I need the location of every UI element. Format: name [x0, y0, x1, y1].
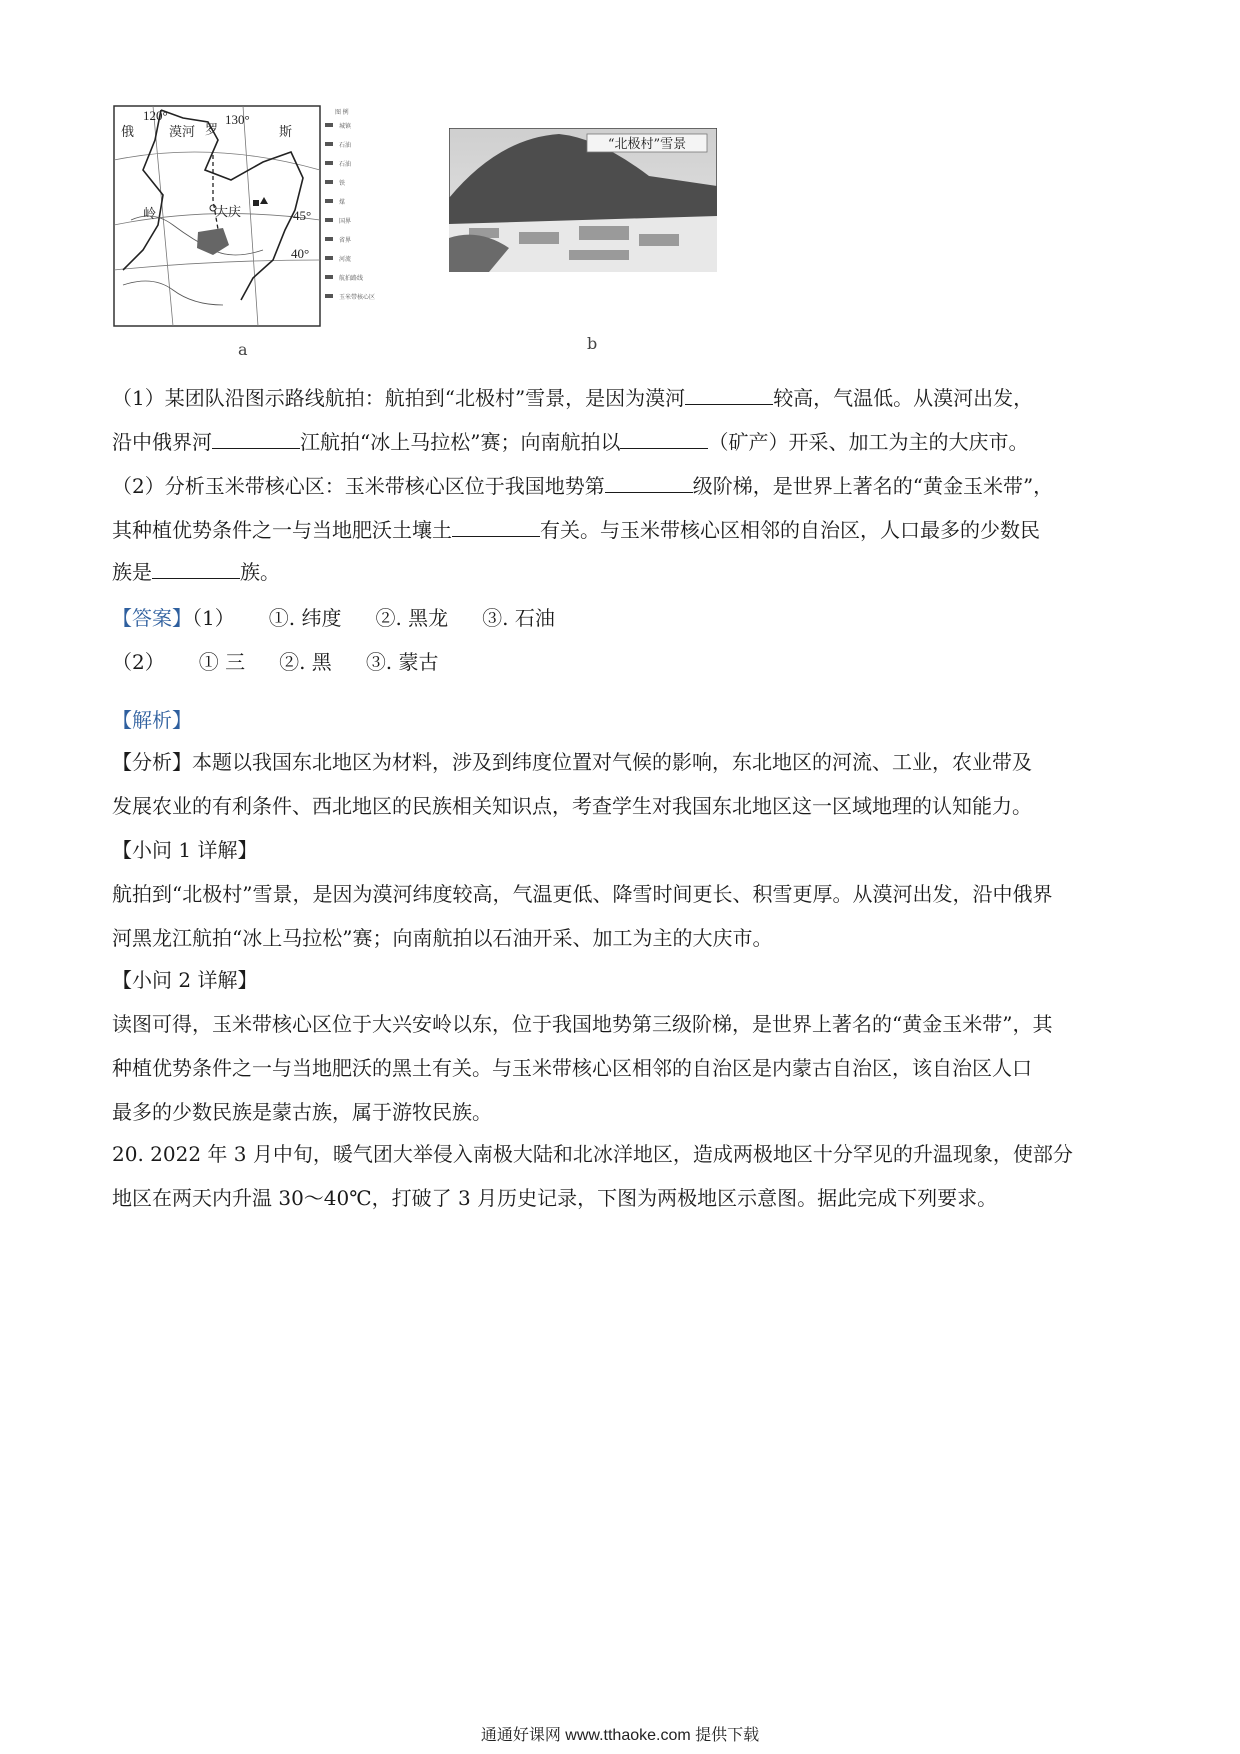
legend-symbol: [325, 275, 333, 279]
photo-title: “北极村”雪景: [607, 137, 687, 152]
legend-item-label: 石油: [339, 162, 352, 168]
sub2-line-2: 种植优势条件之一与当地肥沃的黑土有关。与玉米带核心区相邻的自治区是内蒙古自治区，该自治区人口: [112, 1056, 1032, 1080]
blank: [152, 560, 240, 579]
legend-symbol: [325, 218, 333, 222]
map-legend: [325, 122, 375, 301]
answer-row-2: （2） ① 三 ②. 黑 ③. 蒙古: [112, 650, 439, 674]
blank: [620, 430, 708, 449]
map-text-mohe: 漠河: [169, 124, 196, 139]
legend-item-label: 航拍路线: [339, 276, 364, 282]
question-1-line-2: 沿中俄界河 江航拍“冰上马拉松”赛；向南航拍以 （矿产）开采、加工为主的大庆市。: [112, 430, 1029, 454]
blank: [685, 386, 773, 405]
figure-b-caption: b: [587, 334, 598, 353]
lat-40-label: 40°: [291, 246, 310, 261]
lon-120-label: 120°: [143, 108, 168, 123]
legend-symbol: [325, 199, 333, 203]
map-text-si: 斯: [279, 124, 293, 139]
daqing-label: 大庆: [215, 204, 242, 219]
legend-symbol: [325, 142, 333, 146]
sub2-line-1: 读图可得，玉米带核心区位于大兴安岭以东，位于我国地势第三级阶梯，是世界上著名的“黄金玉米带”，其: [112, 1012, 1053, 1036]
analysis-line-2: 发展农业的有利条件、西北地区的民族相关知识点，考查学生对我国东北地区这一区域地理的认知能力。: [112, 794, 1032, 818]
question-2-line-2: 其种植优势条件之一与当地肥沃土壤土 有关。与玉米带核心区相邻的自治区，人口最多的少数民: [112, 518, 1040, 542]
blank: [212, 430, 300, 449]
blank: [452, 518, 540, 537]
lat-45-label: 45°: [293, 208, 312, 223]
legend-title: 图 例: [335, 110, 349, 116]
question-2-line-3: 族是 族。: [112, 560, 280, 584]
legend-symbol: [325, 180, 333, 184]
legend-symbol: [325, 294, 333, 298]
north-pole-village-snow-image: [449, 128, 717, 272]
blank: [605, 474, 693, 493]
map-text-luo: 罗: [205, 122, 219, 137]
footer-watermark: 通通好课网 www.tthaoke.com 提供下载: [480, 1727, 760, 1744]
legend-symbol: [325, 237, 333, 241]
legend-item-label: 石油: [339, 143, 352, 149]
sub1-line-1: 航拍到“北极村”雪景，是因为漠河纬度较高，气温更低、降雪时间更长、积雪更厚。从漠河出发，沿中俄界: [112, 882, 1053, 906]
figure-a-map: [113, 100, 413, 332]
question-20-line-1: 20. 2022 年 3 月中旬，暖气团大举侵入南极大陆和北冰洋地区，造成两极地区十分罕见的升温现象，使部分: [112, 1142, 1073, 1166]
legend-item-label: 省界: [339, 238, 352, 244]
legend-item-label: 城镇: [339, 124, 352, 130]
answer-row-1: 【答案】（1） ①. 纬度 ②. 黑龙 ③. 石油: [112, 606, 555, 630]
legend-item-label: 国界: [339, 219, 352, 225]
figure-b-photo: [449, 128, 717, 272]
legend-item-label: 玉米带核心区: [339, 295, 376, 301]
sub1-line-2: 河黑龙江航拍“冰上马拉松”赛；向南航拍以石油开采、加工为主的大庆市。: [112, 926, 773, 950]
analysis-line-1: 【分析】本题以我国东北地区为材料，涉及到纬度位置对气候的影响，东北地区的河流、工业，农业带及: [112, 750, 1032, 774]
figure-a-caption: a: [238, 340, 248, 359]
sub2-line-3: 最多的少数民族是蒙古族，属于游牧民族。: [112, 1100, 492, 1124]
legend-symbol: [325, 256, 333, 260]
analysis-tag: 【解析】: [112, 708, 192, 732]
map-text-ling: 岭: [143, 206, 157, 221]
question-20-line-2: 地区在两天内升温 30～40℃，打破了 3 月历史记录，下图为两极地区示意图。据此完成下列要求。: [112, 1186, 998, 1210]
question-2-line-1: （2）分析玉米带核心区：玉米带核心区位于我国地势第 级阶梯，是世界上著名的“黄金玉米带”，: [112, 474, 1054, 498]
sub1-tag: 【小问 1 详解】: [112, 838, 258, 862]
answer-tag: 【答案】: [112, 606, 192, 630]
legend-symbol: [325, 123, 333, 127]
map-text-e: 俄: [121, 124, 135, 139]
question-1-line-1: （1）某团队沿图示路线航拍：航拍到“北极村”雪景，是因为漠河 较高，气温低。从漠河出发，: [112, 386, 1034, 410]
legend-item-label: 铁: [339, 181, 346, 187]
legend-item-label: 煤: [339, 200, 346, 206]
legend-item-label: 河流: [339, 257, 352, 263]
northeast-china-map: [113, 100, 413, 332]
sub2-tag: 【小问 2 详解】: [112, 968, 258, 992]
legend-symbol: [325, 161, 333, 165]
lon-130-label: 130°: [225, 112, 250, 127]
